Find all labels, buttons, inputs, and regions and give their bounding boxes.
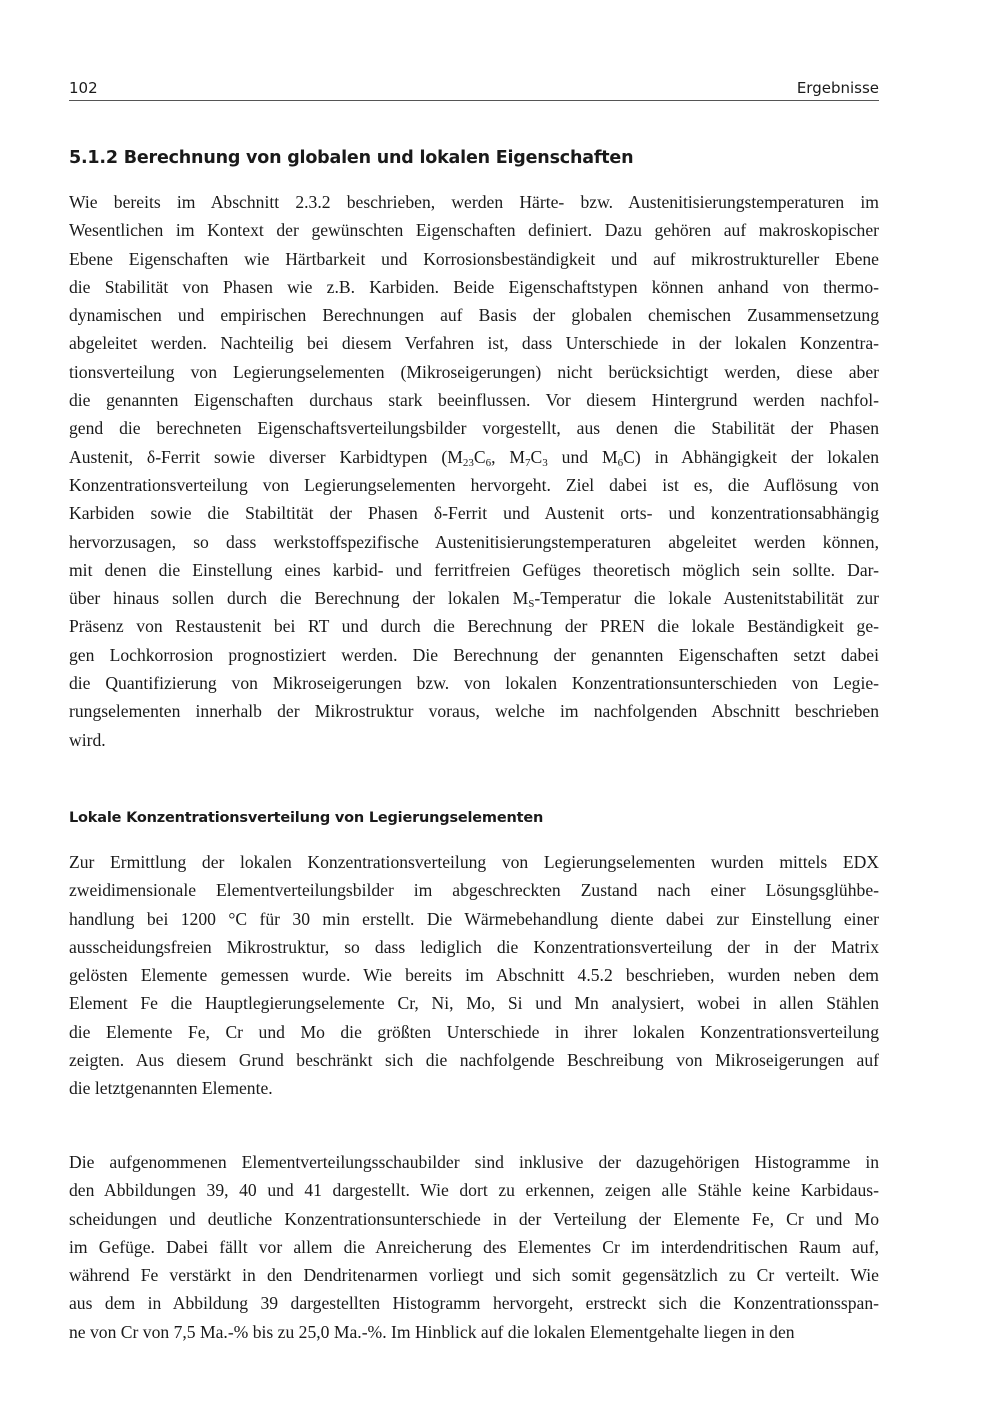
text-span: -Temperatur die lokale Austenitstabilität zur <box>534 588 879 609</box>
text-line: Ebene Eigenschaften wie Härtbarkeit und Korrosionsbeständigkeit und auf mikrostruktureller Ebene <box>69 248 879 269</box>
subscript: 7 <box>525 456 531 469</box>
section-heading: 5.1.2 Berechnung von globalen und lokalen Eigenschaften <box>69 148 634 168</box>
text-line: Wesentlichen im Kontext der gewünschten Eigenschaften definiert. Dazu gehören auf makroskopischer <box>69 220 879 241</box>
text-line: die Elemente Fe, Cr und Mo die größten Unterschiede in ihrer lokalen Konzentrationsverteilung <box>69 1021 879 1042</box>
text-span: Austenit, δ-Ferrit sowie diverser Karbidtypen (M <box>69 446 463 467</box>
subscript: 23 <box>462 456 474 469</box>
text-line: Zur Ermittlung der lokalen Konzentrationsverteilung von Legierungselementen wurden mittels EDX <box>69 852 879 872</box>
text-line <box>69 584 879 612</box>
text-line: zeigten. Aus diesem Grund beschränkt sich die nachfolgende Beschreibung von Mikroseigerungen auf <box>69 1050 879 1071</box>
text-span: , M <box>491 446 526 467</box>
text-line: die genannten Eigenschaften durchaus stark beeinflussen. Vor diesem Hintergrund werden nachfol- <box>69 390 879 411</box>
text-line: die Stabilität von Phasen wie z.B. Karbiden. Beide Eigenschaftstypen können anhand von thermo- <box>69 276 879 297</box>
text-line: mit denen die Einstellung eines karbid- und ferritfreien Gefüges theoretisch möglich sein sollte. Dar- <box>69 559 879 580</box>
text-line: hervorzusagen, so dass werkstoffspezifische Austenitisierungstemperaturen abgeleitet werden können, <box>69 531 879 552</box>
text-line: Konzentrationsverteilung von Legierungselementen hervorgeht. Ziel dabei ist es, die Auflösung von <box>69 474 879 495</box>
subscript: 6 <box>485 456 492 469</box>
text-line: den Abbildungen 39, 40 und 41 dargestellt. Wie dort zu erkennen, zeigen alle Stähle keine Karbidaus- <box>69 1180 879 1201</box>
text-line: dynamischen und empirischen Berechnungen auf Basis der globalen chemischen Zusammensetzung <box>69 305 879 326</box>
text-line: ne von Cr von 7,5 Ma.-% bis zu 25,0 Ma.-%. Im Hinblick auf die lokalen Elementgehalte liegen in den <box>69 1321 795 1342</box>
paragraph-results <box>69 1148 879 1346</box>
text-span: C <box>530 446 543 467</box>
text-line: handlung bei 1200 °C für 30 min erstellt. Die Wärmebehandlung diente dabei zur Einstellung einer <box>69 908 879 929</box>
text-line: ausscheidungsfreien Mikrostruktur, so dass lediglich die Konzentrationsverteilung der in der Matrix <box>69 936 879 957</box>
text-line: abgeleitet werden. Nachteilig bei diesem Verfahren ist, dass Unterschiede in der lokalen Konzentra- <box>69 333 879 354</box>
subscript: S <box>528 598 535 611</box>
subscript: 6 <box>617 456 624 469</box>
text-line: im Gefüge. Dabei fällt vor allem die Anreicherung des Elementes Cr im interdendritischen Raum auf, <box>69 1236 879 1257</box>
text-line: aus dem in Abbildung 39 dargestellten Histogramm hervorgeht, erstreckt sich die Konzentrationsspan- <box>69 1293 879 1314</box>
text-span: und M <box>547 446 618 467</box>
text-line <box>69 443 879 471</box>
text-line: Wie bereits im Abschnitt 2.3.2 beschrieben, werden Härte- bzw. Austenitisierungstemperaturen im <box>69 192 879 212</box>
text-line: Die aufgenommenen Elementverteilungsschaubilder sind inklusive der dazugehörigen Histogramme in <box>69 1152 879 1172</box>
running-header <box>69 78 879 101</box>
text-line: gelösten Elemente gemessen wurde. Wie bereits im Abschnitt 4.5.2 beschrieben, wurden neben dem <box>69 965 879 986</box>
text-line: die letztgenannten Elemente. <box>69 1078 273 1099</box>
text-line: wird. <box>69 729 106 750</box>
text-line: die Quantifizierung von Mikroseigerungen bzw. von lokalen Konzentrationsunterschieden von Legie- <box>69 673 879 694</box>
text-line: gend die berechneten Eigenschaftsverteilungsbilder vorgestellt, aus denen die Stabilität der Phasen <box>69 418 879 439</box>
text-span: C) in Abhängigkeit der lokalen <box>623 446 879 467</box>
page-number: 102 <box>69 79 98 97</box>
text-line: tionsverteilung von Legierungselementen (Mikroseigerungen) nicht berücksichtigt werden, diese aber <box>69 361 879 382</box>
paragraph-intro <box>69 188 879 754</box>
text-line: Element Fe die Hauptlegierungselemente Cr, Ni, Mo, Si und Mn analysiert, wobei in allen Stählen <box>69 993 879 1014</box>
text-line: Karbiden sowie die Stabiltität der Phasen δ-Ferrit und Austenit orts- und konzentrationsabhängig <box>69 503 879 524</box>
text-line: scheidungen und deutliche Konzentrationsunterschiede in der Verteilung der Elemente Fe, Cr und Mo <box>69 1208 879 1229</box>
text-line: rungselementen innerhalb der Mikrostruktur voraus, welche im nachfolgenden Abschnitt beschrieben <box>69 701 879 722</box>
text-line: gen Lochkorrosion prognostiziert werden. Die Berechnung der genannten Eigenschaften setzt dabei <box>69 644 879 665</box>
subscript: 3 <box>542 456 548 469</box>
paragraph-edx-method <box>69 848 879 1103</box>
text-span: über hinaus sollen durch die Berechnung der lokalen M <box>69 588 529 609</box>
chapter-title: Ergebnisse <box>796 79 879 97</box>
text-line: Präsenz von Restaustenit bei RT und durch die Berechnung der PREN die lokale Beständigkeit ge- <box>69 616 879 637</box>
text-line: zweidimensionale Elementverteilungsbilder im abgeschreckten Zustand nach einer Lösungsglühbe- <box>69 880 879 901</box>
subsection-heading: Lokale Konzentrationsverteilung von Legierungselementen <box>69 810 544 826</box>
text-span: C <box>473 446 486 467</box>
text-line: während Fe verstärkt in den Dendritenarmen vorliegt und sich somit gegensätzlich zu Cr verteilt. Wie <box>69 1265 879 1286</box>
